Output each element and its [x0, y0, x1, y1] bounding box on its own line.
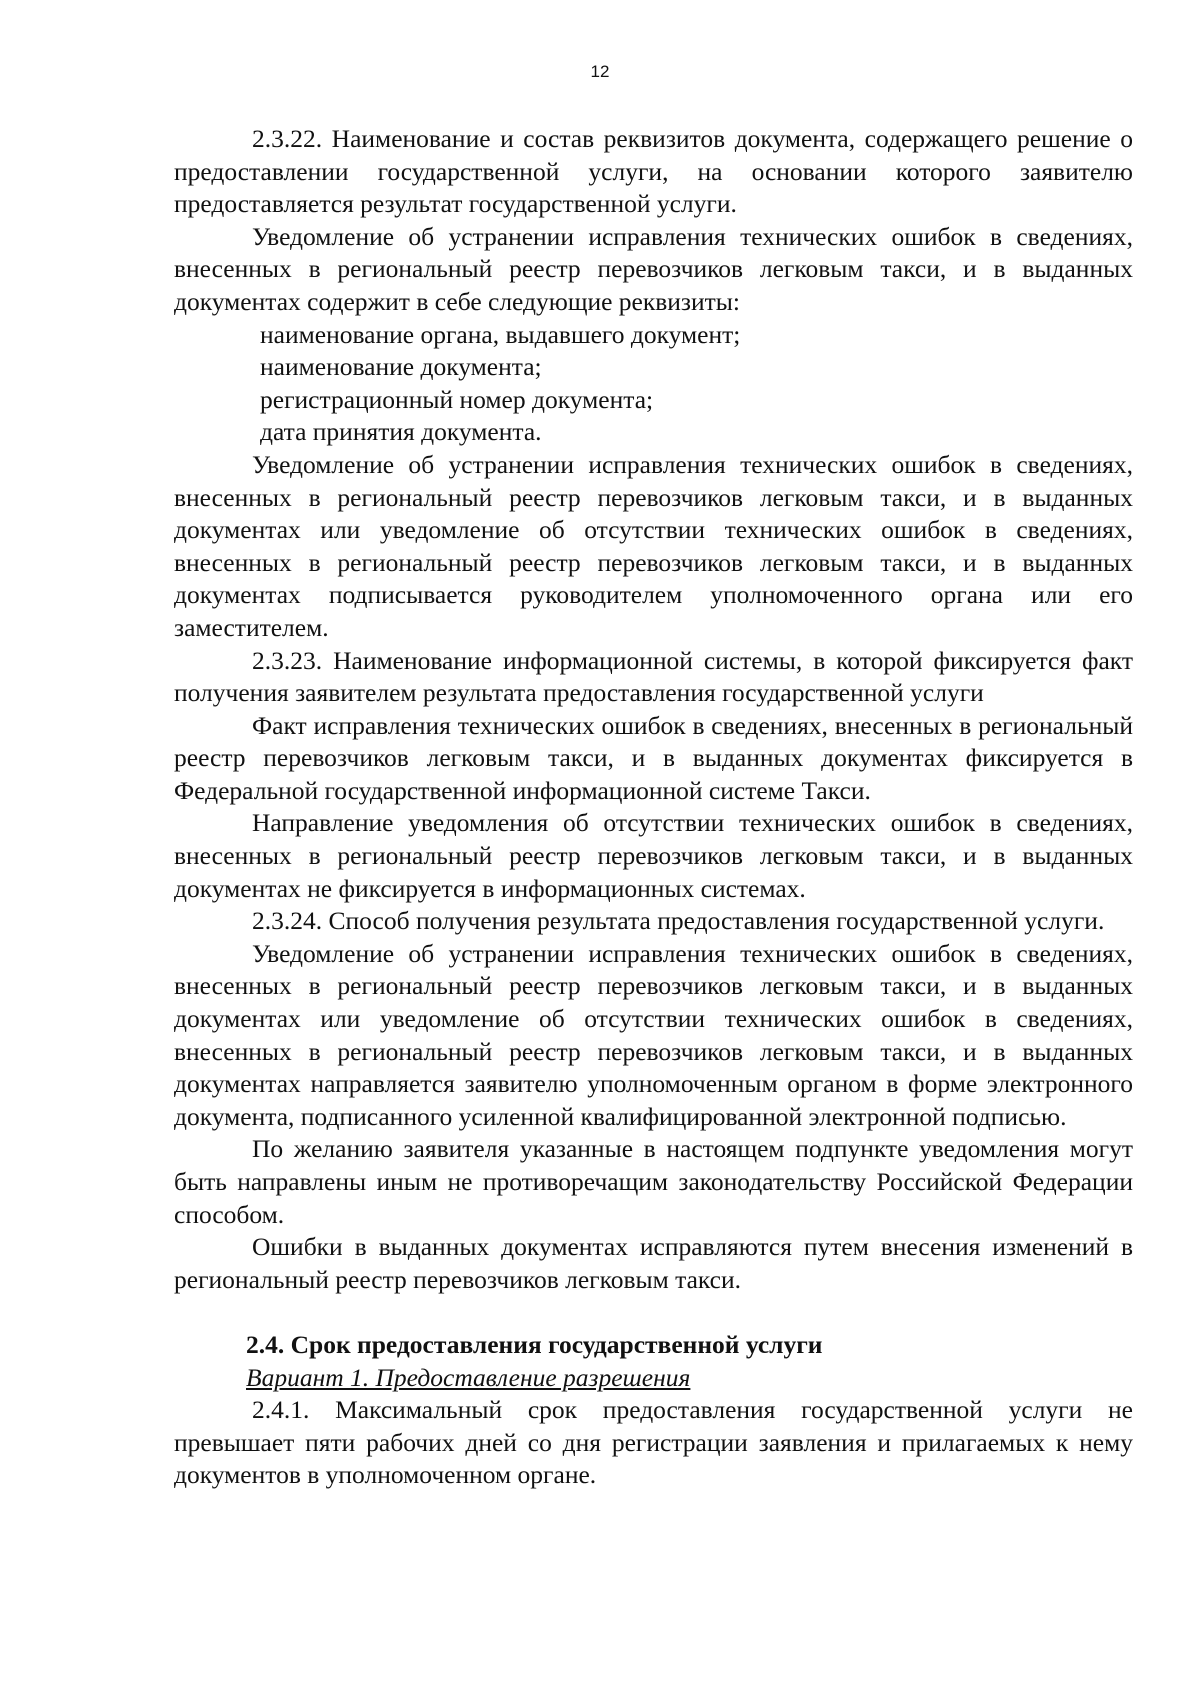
document-body — [174, 123, 1133, 1492]
paragraph-2-3-22: 2.3.22. Наименование и состав реквизитов документа, содержащего решение о предоставлении государственной услуги, на основании которого заявителю предоставляется результат государственной услуги. — [174, 124, 1133, 219]
paragraph-fact-fixation: Факт исправления технических ошибок в сведениях, внесенных в региональный реестр перевозчиков легковым такси, и в выданных документах фиксируется в Федеральной государственной информационной системе Такси. — [174, 710, 1133, 805]
list-item: наименование органа, выдавшего документ; — [260, 319, 741, 349]
paragraph-2-4-1: 2.4.1. Максимальный срок предоставления государственной услуги не превышает пяти рабочих дней со дня регистрации заявления и прилагаемых к нему документов в уполномоченном органе. — [174, 1395, 1133, 1490]
paragraph-2-3-23: 2.3.23. Наименование информационной системы, в которой фиксируется факт получения заявителем результата предоставления государственной услуги — [174, 645, 1133, 708]
list-item: наименование документа; — [260, 352, 542, 382]
paragraph-alternative-delivery: По желанию заявителя указанные в настоящем подпункте уведомления могут быть направлены иным не противоречащим законодательству Российской Федерации способом. — [174, 1134, 1133, 1229]
variant-heading: Вариант 1. Предоставление разрешения — [246, 1362, 691, 1392]
paragraph-delivery: Уведомление об устранении исправления технических ошибок в сведениях, внесенных в региональный реестр перевозчиков легковым такси, и в выданных документах или уведомление об отсутствии технических ошибок в сведениях, внесенных в региональный реестр перевозчиков легковым такси, и в выданных документах направляется заявителю уполномоченным органом в форме электронного документа, подписанного усиленной квалифицированной электронной подписью. — [174, 938, 1133, 1131]
list-item: регистрационный номер документа; — [260, 384, 654, 414]
paragraph-notification-requisites: Уведомление об устранении исправления технических ошибок в сведениях, внесенных в региональный реестр перевозчиков легковым такси, и в выданных документах содержит в себе следующие реквизиты: — [174, 221, 1133, 316]
paragraph-signing: Уведомление об устранении исправления технических ошибок в сведениях, внесенных в региональный реестр перевозчиков легковым такси, и в выданных документах или уведомление об отсутствии технических ошибок в сведениях, внесенных в региональный реестр перевозчиков легковым такси, и в выданных документах подписывается руководителем уполномоченного органа или его заместителем. — [174, 449, 1133, 642]
paragraph-error-correction: Ошибки в выданных документах исправляются путем внесения изменений в региональный реестр перевозчиков легковым такси. — [174, 1232, 1133, 1294]
page-number: 12 — [590, 62, 610, 81]
paragraph-not-fixed: Направление уведомления об отсутствии технических ошибок в сведениях, внесенных в региональный реестр перевозчиков легковым такси, и в выданных документах не фиксируется в информационных системах. — [174, 808, 1133, 903]
paragraph-2-3-24: 2.3.24. Способ получения результата предоставления государственной услуги. — [252, 906, 1105, 936]
section-heading: 2.4. Срок предоставления государственной услуги — [246, 1329, 823, 1359]
list-item: дата принятия документа. — [260, 417, 542, 447]
